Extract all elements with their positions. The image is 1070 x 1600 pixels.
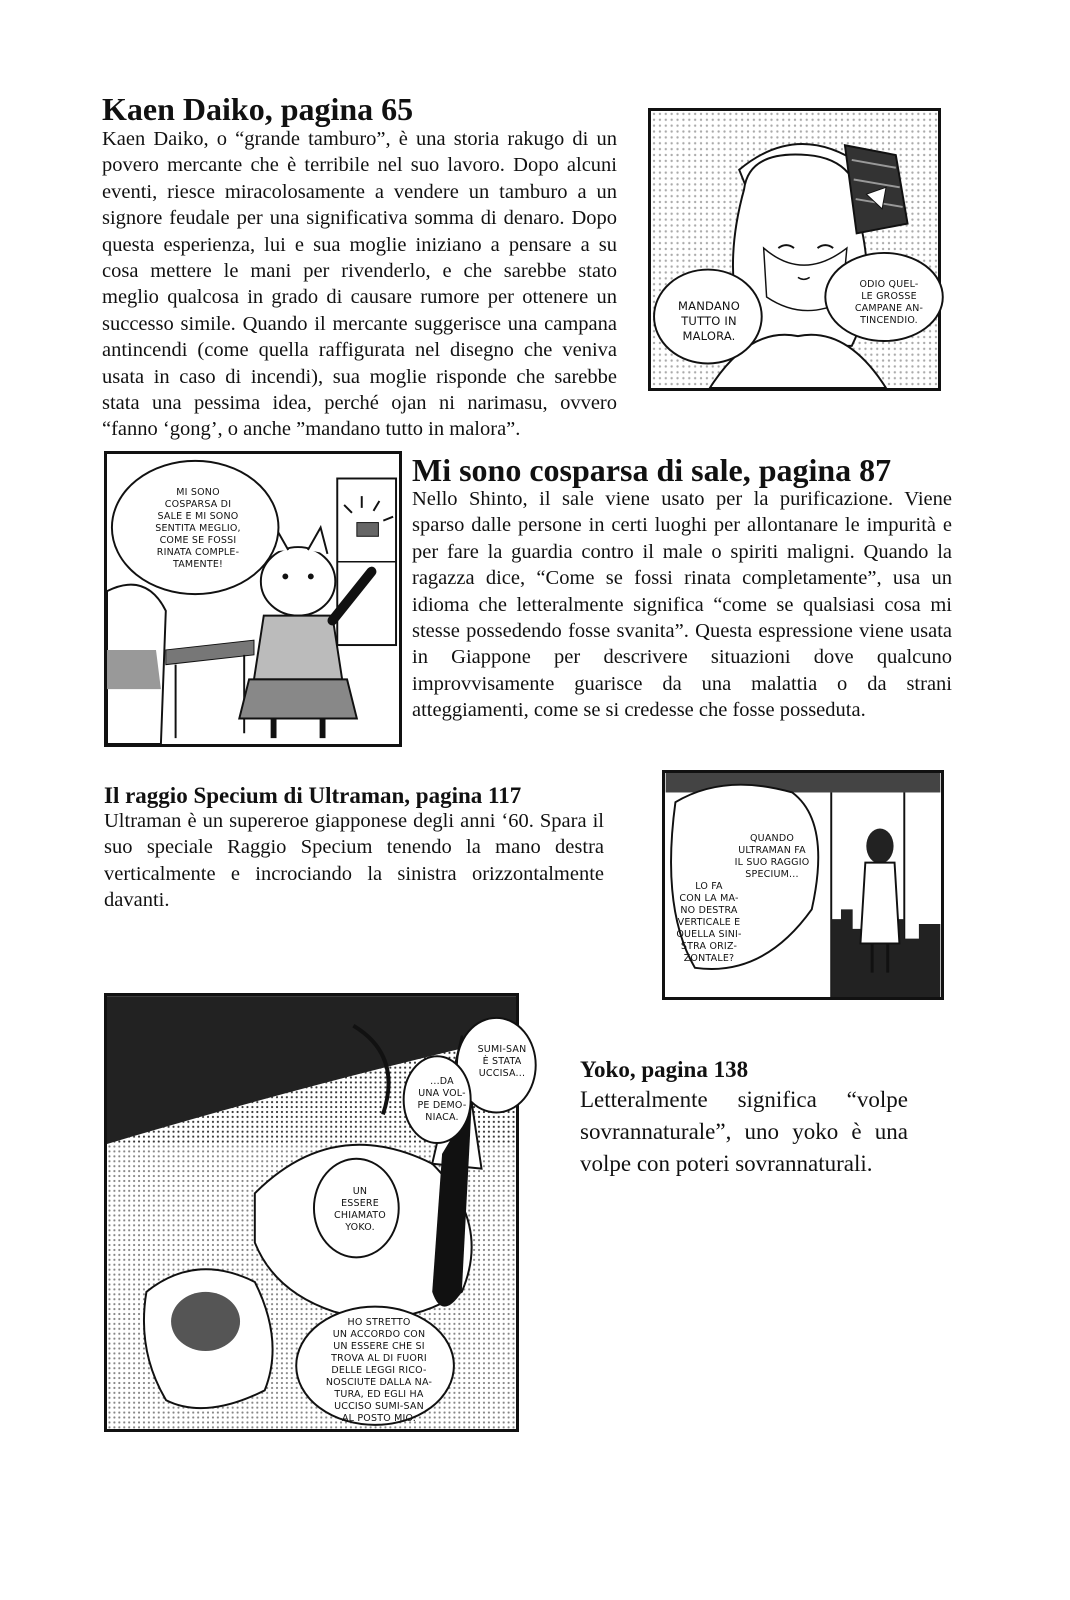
manga-panel-salt-girl xyxy=(104,451,402,747)
speech-bubble-quando: QUANDO ULTRAMAN FA IL SUO RAGGIO SPECIUM... xyxy=(734,833,810,880)
speech-bubble-sumi: SUMI-SAN È STATA UCCISA... xyxy=(477,1044,527,1079)
section-body-specium: Ultraman è un supereroe giapponese degli anni ‘60. Spara il suo speciale Raggio Specium tenendo la mano destra verticalmente e incrociando la sinistra orizzontalmente davanti. xyxy=(104,810,604,912)
manga-panel-ultraman xyxy=(662,770,944,1000)
section-body-sale: Nello Shinto, il sale viene usato per la purificazione. Viene sparso dalle persone in certi luoghi per allontanare le impurità e per fare la guardia contro il male o spiriti maligni. Quando la ragazza dice, “Come se fossi rinata completamente”, usa un idioma che letteralmente significa “come se qualsiasi cosa mi stesse possedendo fosse svanita”. Questa espressione viene usata in Giappone per descrivere situazioni dove qualcuno improvvisamente guarisce da una malattia o da strani atteggiamenti, come se si credesse che fosse posseduta. xyxy=(412,488,952,722)
section-title-sale: Mi sono cosparsa di sale, pagina 87 xyxy=(412,452,892,488)
speech-bubble-mandano: MANDANO TUTTO IN MALORA. xyxy=(678,299,740,343)
speech-bubble-yoko: UN ESSERE CHIAMATO YOKO. xyxy=(334,1186,386,1233)
speech-bubble-lo-fa: LO FA CON LA MA- NO DESTRA VERTICALE E QUELLA SINI- STRA ORIZ- ZONTALE? xyxy=(676,881,742,964)
speech-bubble-sale: MI SONO COSPARSA DI SALE E MI SONO SENTITA MEGLIO, COME SE FOSSI RINATA COMPLE- TAMENTE! xyxy=(155,487,241,570)
speech-bubble-volpe: ...DA UNA VOL- PE DEMO- NIACA. xyxy=(417,1076,467,1123)
speech-bubble-odio: ODIO QUEL- LE GROSSE CAMPANE AN- TINCENDIO. xyxy=(854,279,924,326)
manga-panel-fire-bell xyxy=(648,108,941,391)
section-title-specium: Il raggio Specium di Ultraman, pagina 117 xyxy=(104,783,522,808)
manga-panel-yoko xyxy=(104,993,527,1432)
speech-bubble-shapes xyxy=(651,111,938,388)
section-title-yoko: Yoko, pagina 138 xyxy=(580,1057,749,1082)
section-title-kaen-daiko: Kaen Daiko, pagina 65 xyxy=(102,91,414,127)
section-body-yoko: Letteralmente significa “volpe sovrannaturale”, uno yoko è una volpe con poteri sovrannaturali. xyxy=(580,1087,908,1176)
speech-bubble-accordo: HO STRETTO UN ACCORDO CON UN ESSERE CHE SI TROVA AL DI FUORI DELLE LEGGI RICO- NOSCIUTE DALLA NA- TURA, ED EGLI HA UCCISO SUMI-SAN AL POSTO MIO. xyxy=(325,1317,433,1424)
section-body-kaen-daiko: Kaen Daiko, o “grande tamburo”, è una storia rakugo di un povero mercante che è terribile nel suo lavoro. Dopo alcuni eventi, riesce miracolosamente a vendere un tamburo a un signore feudale per una significativa somma di denaro. Dopo questa esperienza, lui e sua moglie iniziano a pensare a su cosa mettere le mani per rivenderlo, e che sarebbe stato meglio qualcosa in grado di causare rumore per ottenere un successo simile. Quando il mercante suggerisce una campana antincendi (come quella raffigurata nel disegno che veniva usata in caso di incendi), sua moglie risponde che sarebbe stata una pessima idea, perché ojan ni narimasu, ovvero “fanno ‘gong’, o anche ”mandano tutto in malora”. xyxy=(102,128,617,441)
